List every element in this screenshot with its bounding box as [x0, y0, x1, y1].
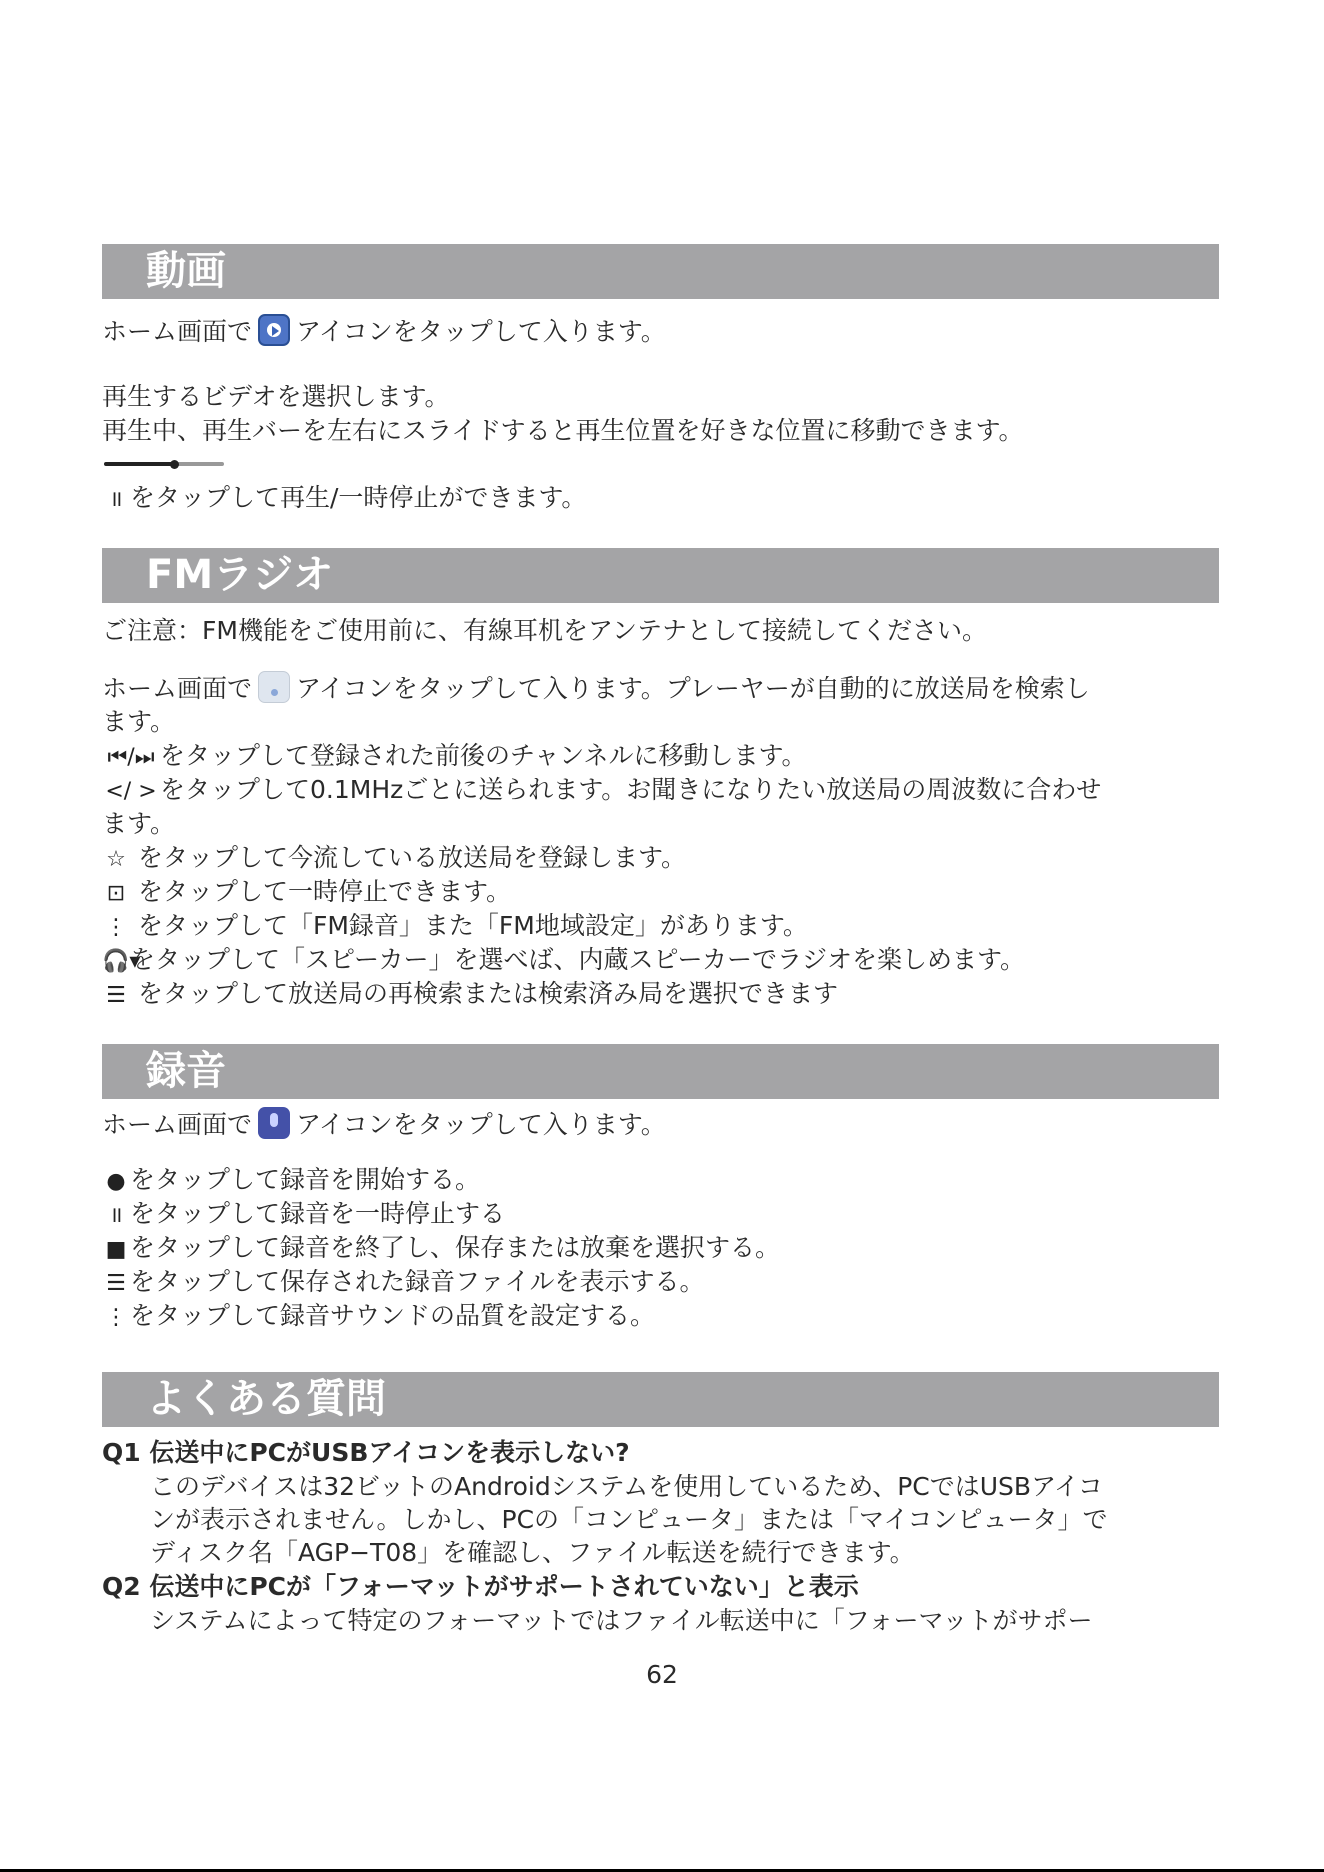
rec-intro: ホーム画面で アイコンをタップして入ります。 [102, 1107, 666, 1142]
fm-menu-line: ⋮ をタップして「FM録音」また「FM地域設定」があります。 [102, 909, 808, 945]
fm-tune-cont: ます。 [102, 809, 176, 838]
list-icon: ☰ [106, 983, 126, 1008]
fm-stop-line: ⊡ をタップして一時停止できます。 [102, 875, 511, 911]
star-icon: ☆ [106, 847, 126, 872]
rec-list-line: ☰ をタップして保存された録音ファイルを表示する。 [102, 1265, 705, 1301]
faq-q2: Q2 伝送中にPCが「フォーマットがサポートされていない」と表示 [102, 1572, 859, 1601]
faq-a1-line-3: ディスク名「AGP−T08」を確認し、ファイル転送を続行できます。 [150, 1538, 915, 1567]
section-header-recording: 録音 [102, 1044, 1219, 1099]
stop-icon: ■ [105, 1237, 127, 1262]
video-line-1: 再生するビデオを選択します。 [102, 382, 450, 411]
fm-star-line: ☆ をタップして今流している放送局を登録します。 [102, 841, 686, 877]
tune-step-icon: </ > [105, 779, 157, 804]
record-icon: ● [106, 1169, 126, 1194]
fm-notice: ご注意：FM機能をご使用前に、有線耳机をアンテナとして接続してください。 [102, 616, 987, 645]
fm-tune-line: </ > をタップして0.1MHzごとに送られます。お聞きになりたい放送局の周波数に合わせ [102, 773, 1101, 809]
stop-circle-icon: ⊡ [106, 881, 126, 906]
video-intro: ホーム画面で アイコンをタップして入ります。 [102, 314, 666, 349]
rec-pause-line: ॥ をタップして録音を一時停止する [102, 1197, 505, 1233]
fm-intro-cont: ます。 [102, 707, 176, 736]
faq-a1-line-1: このデバイスは32ビットのAndroidシステムを使用しているため、PCではUSBアイコ [150, 1472, 1103, 1501]
section-header-video: 動画 [102, 244, 1219, 299]
fm-headphone-line: 🎧▾をタップして「スピーカー」を選べば、内蔵スピーカーでラジオを楽しめます。 [102, 943, 1025, 979]
section-header-fm: FMラジオ [102, 548, 1219, 603]
faq-a2-line-1: システムによって特定のフォーマットではファイル転送中に「フォーマットがサポー [150, 1606, 1093, 1635]
list-icon: ☰ [106, 1271, 126, 1296]
section-header-faq: よくある質問 [102, 1372, 1219, 1427]
skip-prev-next-icon: ⏮/⏭ [107, 745, 155, 770]
video-app-icon [258, 314, 290, 346]
more-vertical-icon: ⋮ [105, 1305, 127, 1330]
faq-q1: Q1 伝送中にPCがUSBアイコンを表示しない? [102, 1438, 630, 1467]
video-pause-line: ॥ をタップして再生/一時停止ができます。 [102, 481, 586, 517]
rec-start-line: ● をタップして録音を開始する。 [102, 1163, 480, 1199]
video-line-2: 再生中、再生バーを左右にスライドすると再生位置を好きな位置に移動できます。 [102, 416, 1024, 445]
radio-app-icon [258, 671, 290, 703]
rec-menu-line: ⋮ をタップして録音サウンドの品質を設定する。 [102, 1299, 655, 1335]
fm-list-line: ☰ をタップして放送局の再検索または検索済み局を選択できます [102, 977, 838, 1013]
page-number: 62 [646, 1660, 678, 1689]
pause-icon: ॥ [109, 487, 123, 512]
more-vertical-icon: ⋮ [105, 915, 127, 940]
recorder-app-icon [258, 1107, 290, 1139]
faq-a1-line-2: ンが表示されません。しかし、PCの「コンピュータ」または「マイコンピュータ」で [150, 1505, 1108, 1534]
fm-skip-line: ⏮/⏭ をタップして登録された前後のチャンネルに移動します。 [102, 739, 807, 775]
pause-icon: ॥ [109, 1203, 123, 1228]
fm-intro: ホーム画面で アイコンをタップして入ります。プレーヤーが自動的に放送局を検索し [102, 671, 1090, 706]
rec-stop-line: ■ をタップして録音を終了し、保存または放棄を選択する。 [102, 1231, 780, 1267]
playback-bar-icon [104, 460, 224, 466]
headphone-dropdown-icon: 🎧▾ [102, 949, 141, 974]
